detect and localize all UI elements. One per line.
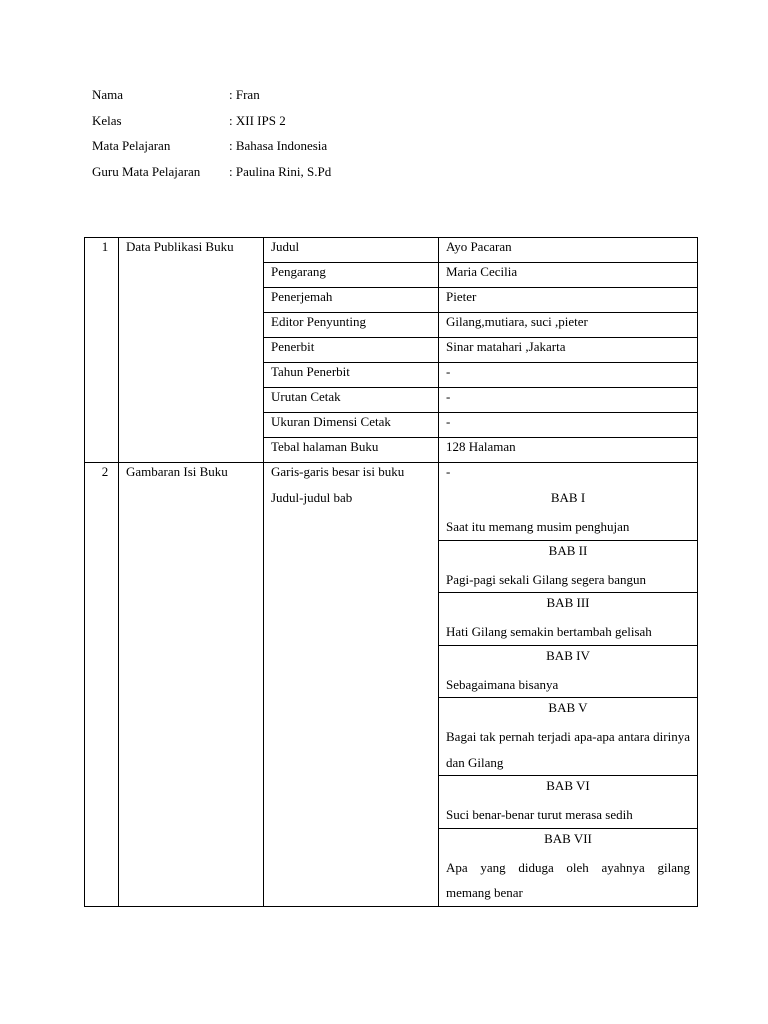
field-label: Judul xyxy=(264,238,439,263)
header-label: Mata Pelajaran xyxy=(92,138,171,153)
table-row xyxy=(85,238,698,263)
field-value: Pieter xyxy=(439,288,698,313)
field-label: Penerjemah xyxy=(264,288,439,313)
field-label: Judul-judul bab xyxy=(271,489,353,505)
header-value: : Bahasa Indonesia xyxy=(229,138,328,153)
outline-value: - xyxy=(446,464,451,479)
header-value: : Paulina Rini, S.Pd xyxy=(229,163,332,179)
chapter-block xyxy=(439,540,697,593)
header-row-kelas xyxy=(92,112,331,138)
chapter-block xyxy=(439,645,697,698)
field-value: Gilang,mutiara, suci ,pieter xyxy=(439,313,698,338)
chapter-text: Saat itu memang musim penghujan xyxy=(446,519,630,534)
chapter-text: Bagai tak pernah terjadi apa-apa antara dirinya dan Gilang xyxy=(446,729,690,770)
header-row-nama xyxy=(92,86,331,112)
student-info-header xyxy=(92,86,331,188)
chapter-text: Apa yang diduga oleh ayahnya gilang memang benar xyxy=(446,859,690,900)
field-value: Ayo Pacaran xyxy=(439,238,698,263)
book-report-table xyxy=(84,237,698,907)
chapter-title: BAB II xyxy=(548,542,588,558)
field-label: Garis-garis besar isi buku xyxy=(271,464,405,479)
chapter-block xyxy=(439,828,697,906)
field-label: Urutan Cetak xyxy=(264,388,439,413)
chapter-text: Suci benar-benar turut merasa sedih xyxy=(446,807,633,822)
chapter-list xyxy=(439,463,698,907)
section-number: 1 xyxy=(85,238,119,463)
field-label: Pengarang xyxy=(264,263,439,288)
field-label: Penerbit xyxy=(264,338,439,363)
chapter-text: Sebagaimana bisanya xyxy=(446,676,559,692)
field-label: Tebal halaman Buku xyxy=(264,438,439,463)
section-number: 2 xyxy=(85,463,119,907)
table-row xyxy=(85,463,698,907)
chapter-title: BAB IV xyxy=(546,647,590,663)
header-label: Nama xyxy=(92,87,124,102)
section-title: Data Publikasi Buku xyxy=(119,238,264,463)
header-row-guru xyxy=(92,163,331,189)
chapter-title: BAB VII xyxy=(544,830,592,846)
header-value: : Fran xyxy=(229,87,260,102)
field-value: - xyxy=(439,388,698,413)
chapter-text: Hati Gilang semakin bertambah gelisah xyxy=(446,624,652,639)
field-value: 128 Halaman xyxy=(439,438,698,463)
field-label: Tahun Penerbit xyxy=(264,363,439,388)
chapter-block xyxy=(439,775,697,828)
header-row-mata-pelajaran xyxy=(92,137,331,163)
field-value: - xyxy=(439,363,698,388)
chapter-title: BAB VI xyxy=(546,778,590,793)
field-value: - xyxy=(439,413,698,438)
chapter-title: BAB V xyxy=(548,700,588,715)
header-label: Guru Mata Pelajaran xyxy=(92,163,201,179)
field-label: Editor Penyunting xyxy=(264,313,439,338)
chapter-block xyxy=(439,697,697,775)
chapter-title: BAB III xyxy=(546,595,590,610)
header-label: Kelas xyxy=(92,112,122,128)
field-label: Ukuran Dimensi Cetak xyxy=(264,413,439,438)
chapter-title: BAB I xyxy=(550,490,586,505)
section-labels xyxy=(264,463,439,907)
field-value: Maria Cecilia xyxy=(439,263,698,288)
chapter-text: Pagi-pagi sekali Gilang segera bangun xyxy=(446,571,646,587)
section-title: Gambaran Isi Buku xyxy=(119,463,264,907)
field-value: Sinar matahari ,Jakarta xyxy=(439,338,698,363)
chapter-block xyxy=(439,592,697,645)
header-value: : XII IPS 2 xyxy=(229,112,286,128)
chapter-block xyxy=(439,488,697,540)
